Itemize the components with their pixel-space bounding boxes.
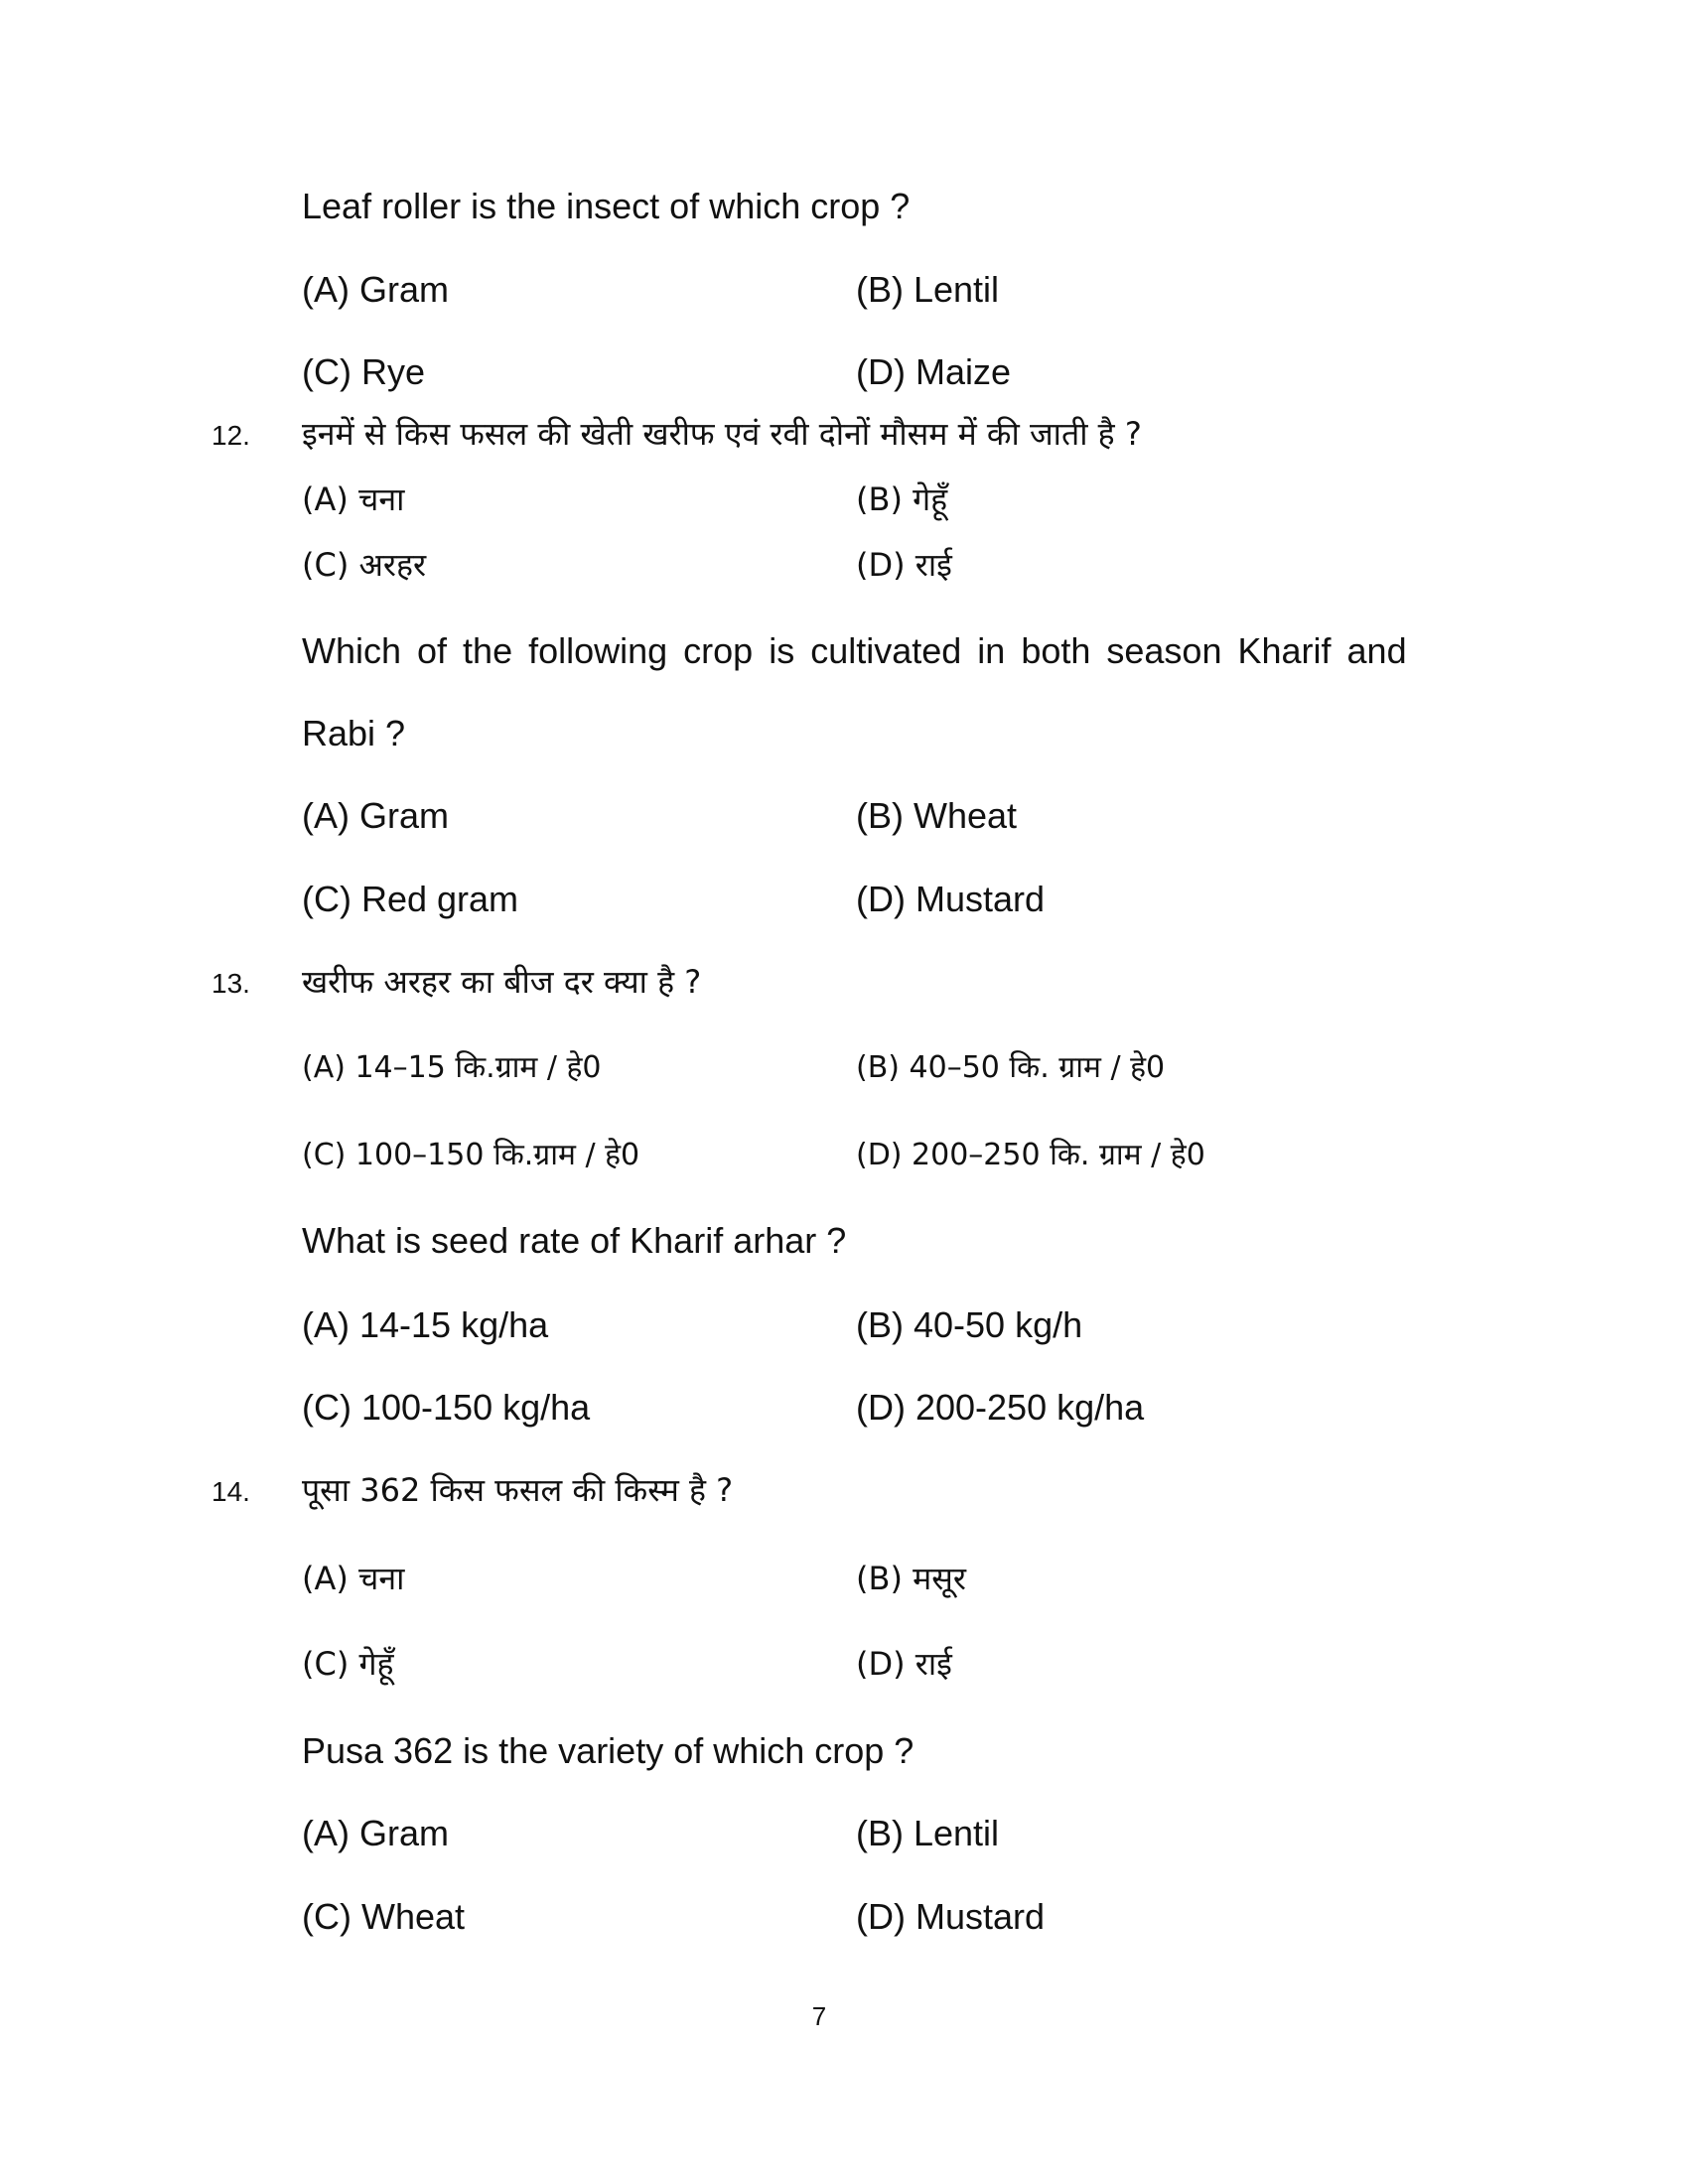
question-number-13: 13. [211,968,250,999]
question-14-english: Pusa 362 is the variety of which crop ? [302,1730,914,1771]
option-d: (D) Mustard [856,879,1046,919]
option-a: (A) Gram [302,795,449,836]
option-c: (C) Rye [302,351,425,392]
option-b: (B) गेहूँ [856,480,948,518]
option-b: (B) Wheat [856,795,1018,836]
option-a: (A) Gram [302,1813,449,1853]
option-a: (A) चना [302,480,405,518]
question-11-english: Leaf roller is the insect of which crop ? [302,186,911,226]
option-c: (C) Red gram [302,879,519,919]
option-d: (D) 200-250 kg/ha [856,1387,1145,1428]
option-c: (C) 100–150 कि.ग्राम / हे0 [302,1138,640,1172]
question-13-english: What is seed rate of Kharif arhar ? [302,1220,847,1261]
option-d: (D) राई [856,1645,952,1683]
option-d: (D) राई [856,546,952,584]
option-a: (A) 14–15 कि.ग्राम / हे0 [302,1050,602,1085]
option-c: (C) अरहर [302,546,427,584]
option-d: (D) Maize [856,351,1012,392]
page-number: 7 [811,2001,827,2031]
option-a: (A) चना [302,1560,405,1597]
question-number-14: 14. [211,1476,250,1507]
option-b: (B) मसूर [856,1560,966,1597]
option-a: (A) Gram [302,269,449,310]
question-12-hindi: इनमें से किस फसल की खेती खरीफ एवं रवी दोनों मौसम में की जाती है ? [302,415,1142,453]
question-13-hindi: खरीफ अरहर का बीज दर क्या है ? [302,963,702,1001]
question-12-english-line2: Rabi ? [302,713,406,753]
option-b: (B) 40–50 कि. ग्राम / हे0 [856,1050,1166,1085]
question-14-hindi: पूसा 362 किस फसल की किस्म है ? [302,1471,734,1509]
option-d: (D) Mustard [856,1896,1046,1937]
option-b: (B) Lentil [856,269,1000,310]
option-c: (C) Wheat [302,1896,466,1937]
option-d: (D) 200–250 कि. ग्राम / हे0 [856,1138,1205,1172]
question-12-english-line1: Which of the following crop is cultivated in both season Kharif and [302,630,1407,671]
option-b: (B) 40-50 kg/h [856,1304,1083,1345]
option-a: (A) 14-15 kg/ha [302,1304,549,1345]
question-number-12: 12. [211,420,250,451]
option-c: (C) 100-150 kg/ha [302,1387,591,1428]
option-c: (C) गेहूँ [302,1645,394,1683]
option-b: (B) Lentil [856,1813,1000,1853]
